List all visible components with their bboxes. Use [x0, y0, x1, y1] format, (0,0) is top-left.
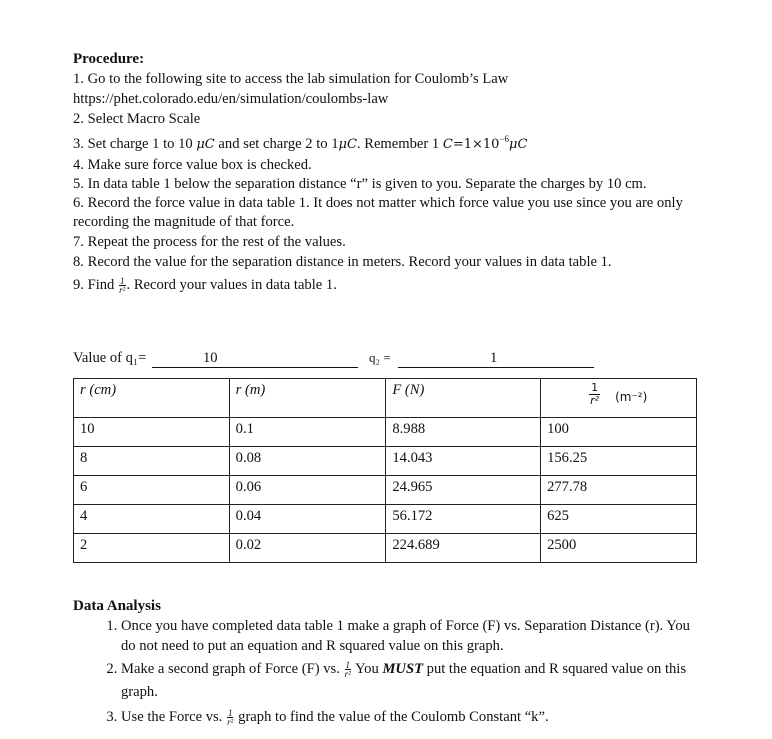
step-4: 4. Make sure force value box is checked.	[73, 156, 312, 173]
conversion-exponent: −6	[499, 134, 509, 144]
q2-value: 1	[490, 350, 498, 366]
analysis-item-3	[121, 706, 703, 729]
data-analysis-section	[73, 596, 703, 731]
header-r-cm: r (cm)	[74, 379, 230, 418]
q1-value: 10	[203, 350, 218, 366]
step-3-mid2: . Remember 1	[356, 135, 440, 152]
step-5: 5. In data table 1 below the separation distance “r” is given to you. Separate the charges by 10 cm.	[73, 175, 647, 192]
table-cell: 224.689	[386, 534, 541, 563]
charge-values-line	[73, 350, 603, 370]
coulomb-unit: C	[442, 136, 453, 152]
table-cell: 8	[74, 447, 230, 476]
inverse-r-squared-unit: (m⁻²)	[615, 390, 648, 404]
header-inverse-r-squared	[541, 379, 697, 418]
q2-underline	[398, 367, 594, 368]
table-cell: 277.78	[541, 476, 697, 505]
table-header-row	[74, 379, 697, 418]
step-3-prefix: 3. Set charge 1 to 10	[73, 135, 193, 152]
table-cell: 6	[74, 476, 230, 505]
analysis-item-3-suffix: graph to find the value of the Coulomb Constant “k”.	[238, 709, 549, 725]
microcoulomb-unit-3: μC	[509, 136, 528, 152]
q2-label: q₂ =	[369, 350, 391, 365]
inverse-r-squared-fraction: $\frac{1}{\text{r²}}$	[119, 276, 126, 296]
step-6: 6. Record the force value in data table 1. It does not matter which force value you use since you are only recording the magnitude of that force.	[73, 194, 683, 230]
analysis-item-2-must: MUST	[382, 661, 423, 677]
analysis-heading: Data Analysis	[73, 598, 161, 614]
analysis-list	[73, 616, 703, 729]
analysis-item-1: 1. Once you have completed data table 1 make a graph of Force (F) vs. Separation Distance (r). You do not need to put an equation and R squared value on this graph.	[121, 616, 703, 656]
step-2: 2. Select Macro Scale	[73, 111, 201, 127]
table-cell: 2500	[541, 534, 697, 563]
step-3-mid: and set charge 2 to 1	[218, 135, 339, 152]
table-cell: 100	[541, 418, 697, 447]
header-r-m: r (m)	[229, 379, 386, 418]
table-cell: 0.06	[229, 476, 386, 505]
step-9-prefix: 9. Find	[73, 276, 115, 293]
step-3	[73, 129, 698, 155]
step-8: 8. Record the value for the separation distance in meters. Record your values in data table 1.	[73, 253, 612, 270]
data-table-1	[73, 378, 697, 563]
step-9-suffix: . Record your values in data table 1.	[126, 276, 337, 293]
microcoulomb-unit: μC	[196, 136, 215, 152]
inverse-r-squared-fraction-header: 1 r²	[590, 381, 600, 407]
table-row	[74, 447, 697, 476]
table-cell: 0.08	[229, 447, 386, 476]
q1-underline	[152, 367, 358, 368]
table-row	[74, 505, 697, 534]
step-1: 1. Go to the following site to access the lab simulation for Coulomb’s Law	[73, 71, 509, 87]
table-cell: 8.988	[386, 418, 541, 447]
analysis-item-2	[121, 658, 703, 704]
table-cell: 10	[74, 418, 230, 447]
procedure-heading: Procedure:	[73, 51, 145, 67]
inverse-r-squared-fraction-3: $\frac{1}{\text{r²}}$	[227, 708, 234, 728]
analysis-item-2-you: You	[355, 661, 379, 677]
table-cell: 156.25	[541, 447, 697, 476]
table-cell: 2	[74, 534, 230, 563]
table-cell: 14.043	[386, 447, 541, 476]
table-row	[74, 418, 697, 447]
analysis-item-3-prefix: Use the Force vs.	[121, 709, 223, 725]
table-row	[74, 534, 697, 563]
table-cell: 0.04	[229, 505, 386, 534]
table-row	[74, 476, 697, 505]
inverse-r-squared-label	[547, 382, 657, 412]
table-cell: 0.1	[229, 418, 386, 447]
analysis-item-2-prefix: Make a second graph of Force (F) vs.	[121, 661, 340, 677]
q1-label: Value of q₁=	[73, 350, 147, 366]
table-cell: 0.02	[229, 534, 386, 563]
analysis-item-2-suffix: put the equation and R squared value on this graph.	[121, 661, 687, 700]
simulation-url[interactable]: https://phet.colorado.edu/en/simulation/coulombs-law	[73, 91, 389, 107]
table-cell: 24.965	[386, 476, 541, 505]
table-cell: 4	[74, 505, 230, 534]
step-9	[73, 272, 698, 298]
header-force: F (N)	[386, 379, 541, 418]
procedure-section	[73, 49, 698, 298]
table-cell: 625	[541, 505, 697, 534]
table-cell: 56.172	[386, 505, 541, 534]
step-7: 7. Repeat the process for the rest of the values.	[73, 233, 346, 250]
conversion-factor: =1×10	[452, 136, 500, 152]
inverse-r-squared-fraction-2: $\frac{1}{\text{r²}}$	[344, 660, 351, 680]
microcoulomb-unit-2: μC	[338, 136, 357, 152]
